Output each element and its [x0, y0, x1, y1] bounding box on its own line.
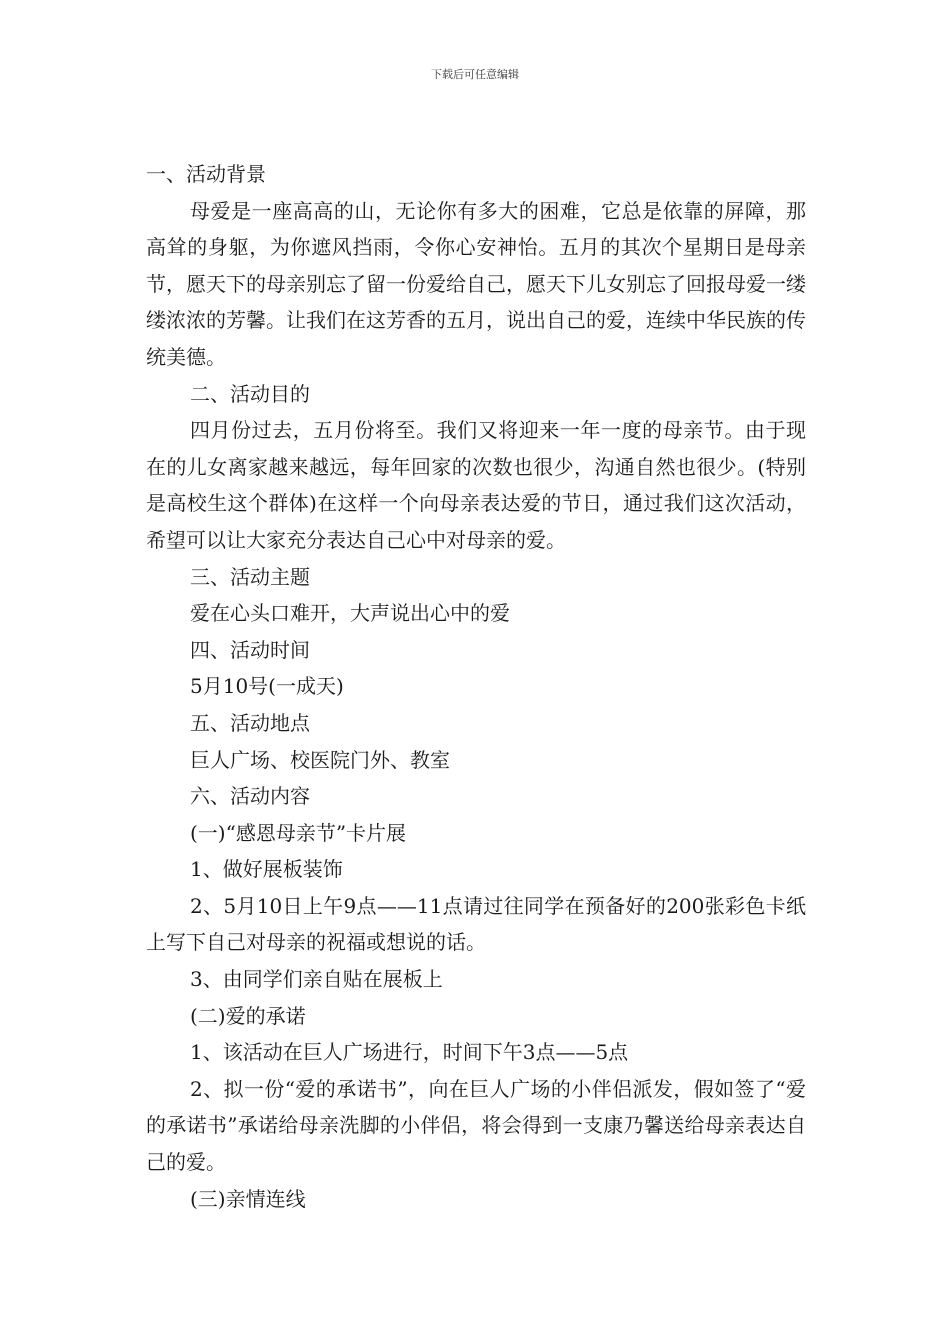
subsection-family-call: (三)亲情连线 — [190, 1186, 306, 1211]
subsection-love-promise: (二)爱的承诺 — [190, 1003, 306, 1028]
section-heading-purpose: 二、活动目的 — [190, 381, 310, 406]
section-heading-theme: 三、活动主题 — [190, 564, 310, 589]
header-note: 下载后可任意编辑 — [431, 68, 519, 81]
section-heading-location: 五、活动地点 — [190, 710, 310, 735]
section-heading-time: 四、活动时间 — [190, 637, 310, 662]
list-item: 1、该活动在巨人广场进行，时间下午3点——5点 — [190, 1040, 629, 1065]
list-item: 1、做好展板装饰 — [190, 857, 343, 882]
list-item: 2、拟一份“爱的承诺书”，向在巨人广场的小伴侣派发，假如签了“爱的承诺书”承诺给母亲洗脚的小伴侣，将会得到一支康乃馨送给母亲表达自己的爱。 — [146, 1076, 806, 1175]
location-text: 巨人广场、校医院门外、教室 — [190, 747, 450, 772]
section-heading-background: 一、活动背景 — [146, 162, 266, 186]
time-text: 5月10号(一成天) — [190, 674, 344, 699]
list-item: 3、由同学们亲自贴在展板上 — [190, 967, 443, 992]
document-body — [146, 156, 806, 1217]
subsection-card-exhibit: (一)“感恩母亲节”卡片展 — [190, 820, 407, 845]
list-item: 2、5月10日上午9点——11点请过往同学在预备好的200张彩色卡纸上写下自己对母亲的祝福或想说的话。 — [146, 893, 806, 955]
theme-text: 爱在心头口难开，大声说出心中的爱 — [190, 601, 510, 626]
purpose-paragraph: 四月份过去，五月份将至。我们又将迎来一年一度的母亲节。由于现在的儿女离家越来越远，每年回家的次数也很少，沟通自然也很少。(特别是高校生这个群体)在这样一个向母亲表达爱的节日，通过我们这次活动，希望可以让大家充分表达自己心中对母亲的爱。 — [146, 418, 806, 552]
section-heading-content: 六、活动内容 — [190, 784, 310, 809]
background-paragraph: 母爱是一座高高的山，无论你有多大的困难，它总是依靠的屏障，那高耸的身躯，为你遮风挡雨，令你心安神怡。五月的其次个星期日是母亲节，愿天下的母亲别忘了留一份爱给自己，愿天下儿女别忘了回报母爱一缕缕浓浓的芳馨。让我们在这芳香的五月，说出自己的爱，连续中华民族的传统美德。 — [146, 198, 806, 369]
